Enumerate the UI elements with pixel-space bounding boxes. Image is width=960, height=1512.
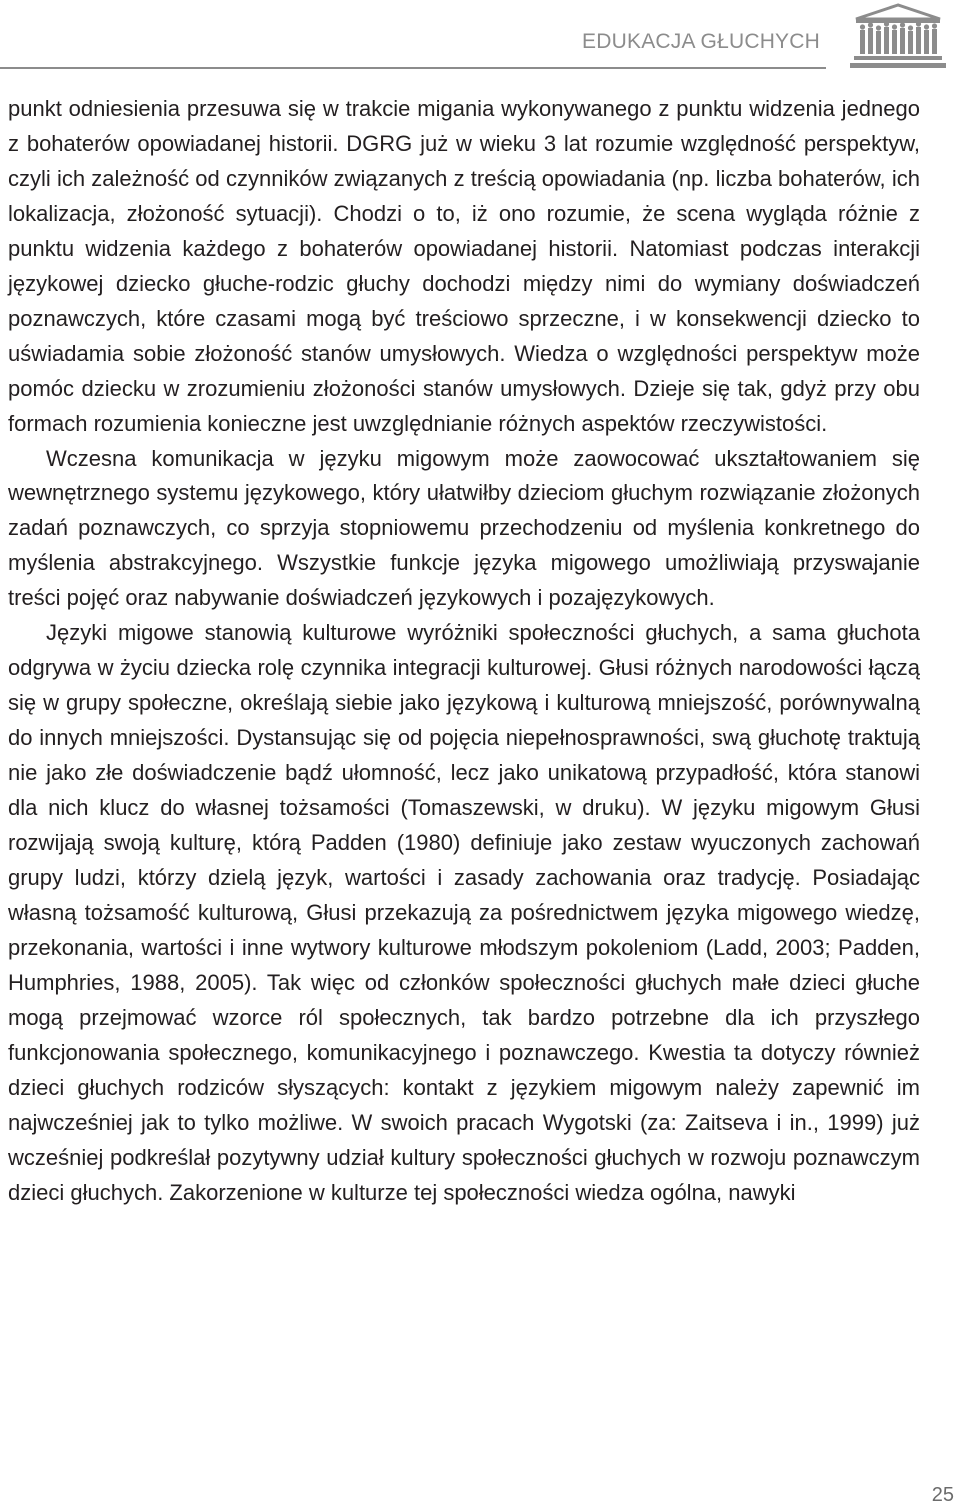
paragraph: punkt odniesienia przesuwa się w trakcie migania wykonywanego z punktu widzenia jednego z bohaterów opowiadanej historii. DGRG już w wieku 3 lat rozumie względność perspektyw, czyli ich zależność od czynników związanych z treścią opowiadania (np. liczba bohaterów, ich lokalizacja, złożoność sytuacji). Chodzi o to, iż ono rozumie, że scena wygląda różnie z punktu widzenia każdego z bohaterów opowiadanej historii. Natomiast podczas interakcji językowej dziecko głuche-rodzic głuchy dochodzi między nimi do wymiany doświadczeń poznawczych, które czasami mogą być treściowo sprzeczne, i w konsekwencji dziecko to uświadamia sobie złożoność stanów umysłowych. Wiedza o względności perspektyw może pomóc dziecku w zrozumieniu złożoności stanów umysłowych. Dzieje się tak, gdyż przy obu formach rozumienia konieczne jest uwzględnianie różnych aspektów rzeczywistości.: [8, 96, 920, 436]
running-title: EDUKACJA GŁUCHYCH: [582, 30, 820, 53]
body-text: [8, 92, 920, 1211]
page-number: 25: [931, 1484, 954, 1506]
classical-building-icon: [848, 2, 948, 72]
page-header: [0, 0, 960, 80]
header-rule: [0, 67, 826, 69]
paragraph: Języki migowe stanowią kulturowe wyróżniki społeczności głuchych, a sama głuchota odgrywa w życiu dziecka rolę czynnika integracji kulturowej. Głusi różnych narodowości łączą się w grupy społeczne, określają siebie jako językową i kulturową mniejszość, porównywalną do innych mniejszości. Dystansując się od pojęcia niepełnosprawności, swą głuchotę traktują nie jako złe doświadczenie bądź ułomność, lecz jako unikatową przypadłość, która stanowi dla nich klucz do własnej tożsamości (Tomaszewski, w druku). W języku migowym Głusi rozwijają swoją kulturę, którą Padden (1980) definiuje jako zestaw wyuczonych zachowań grupy ludzi, którzy dzielą język, wartości i zasady zachowania oraz tradycję. Posiadając własną tożsamość kulturową, Głusi przekazują za pośrednictwem języka migowego wiedzę, przekonania, wartości i inne wytwory kulturowe młodszym pokoleniom (Ladd, 2003; Padden, Humphries, 1988, 2005). Tak więc od członków społeczności głuchych małe dzieci głuche mogą przejmować wzorce ról społecznych, tak bardzo potrzebne dla ich przyszłego funkcjonowania społecznego, komunikacyjnego i poznawczego. Kwestia ta dotyczy również dzieci głuchych rodziców słyszących: kontakt z językiem migowym należy zapewnić im najwcześniej jak to tylko możliwe. W swoich pracach Wygotski (za: Zaitseva i in., 1999) już wcześniej podkreślał pozytywny udział kultury społeczności głuchych w rozwoju poznawczym dzieci głuchych. Zakorzenione w kulturze tej społeczności wiedza ogólna, nawyki: [8, 620, 920, 1205]
paragraph: Wczesna komunikacja w języku migowym może zaowocować ukształtowaniem się wewnętrznego systemu językowego, który ułatwiłby dzieciom głuchym rozwiązanie złożonych zadań poznawczych, co sprzyja stopniowemu przechodzeniu od myślenia konkretnego do myślenia abstrakcyjnego. Wszystkie funkcje języka migowego umożliwiają przyswajanie treści pojęć oraz nabywanie doświadczeń językowych i pozajęzykowych.: [8, 445, 920, 611]
